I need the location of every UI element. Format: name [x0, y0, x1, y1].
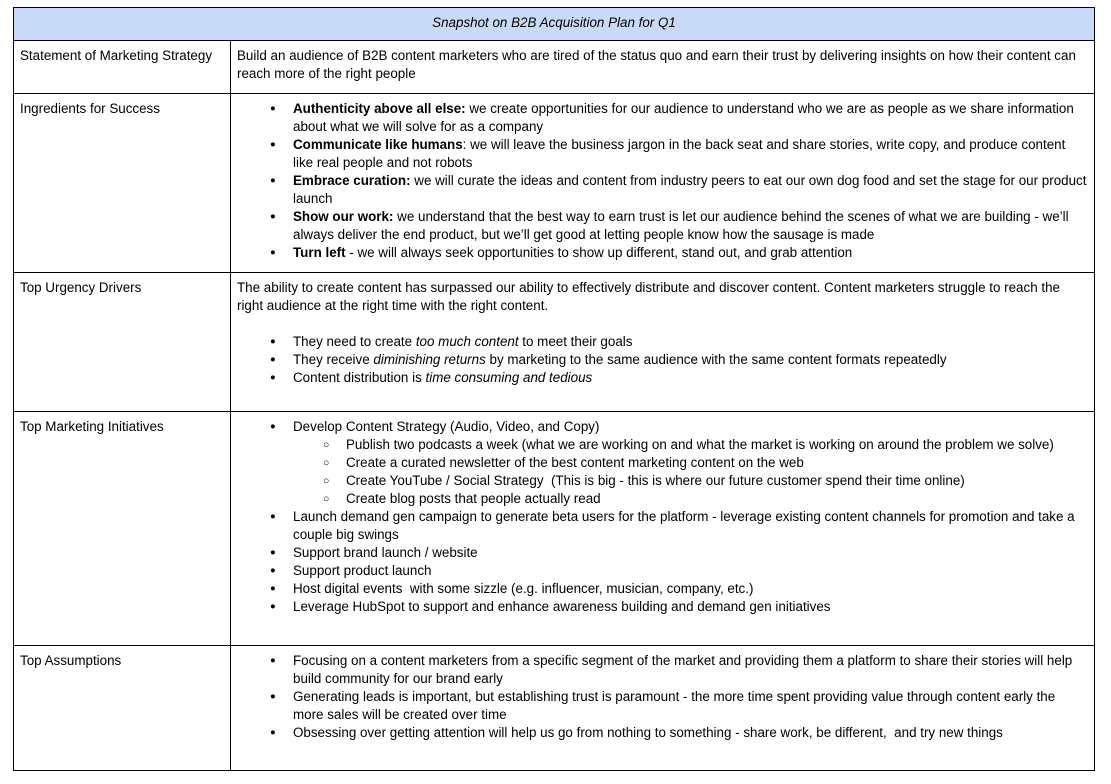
- text-segment: Create blog posts that people actually read: [346, 491, 601, 506]
- text-segment: The ability to create content has surpassed our ability to effectively distribute and discover content. Content marketers struggle to reach the right audience at the right time with the right content.: [237, 280, 1060, 313]
- bold-text-segment: Authenticity above all else:: [293, 101, 466, 116]
- bullet-item: [293, 351, 1088, 369]
- sub-bullet-item: [346, 454, 1088, 472]
- bold-text-segment: Communicate like humans: [293, 137, 463, 152]
- row-label: Top Marketing Initiatives: [14, 412, 231, 646]
- bullet-item: [293, 598, 1088, 616]
- bullet-item: [293, 208, 1088, 244]
- bullet-item: [293, 562, 1088, 580]
- text-segment: They need to create: [293, 334, 416, 349]
- text-segment: Support brand launch / website: [293, 545, 478, 560]
- bold-text-segment: Turn left: [293, 245, 346, 260]
- acquisition-plan-table: [13, 7, 1095, 771]
- table-row: [14, 646, 1095, 771]
- bold-text-segment: Show our work:: [293, 209, 394, 224]
- text-segment: we understand that the best way to earn trust is let our audience behind the scenes of what we are building - we’ll always deliver the end product, but we’ll get good at letting people know how the sausage is made: [293, 209, 1069, 242]
- italic-text-segment: time consuming and tedious: [425, 370, 593, 385]
- text-segment: Develop Content Strategy (Audio, Video, and Copy): [293, 419, 600, 434]
- text-segment: Create YouTube / Social Strategy (This is big - this is where our future customer spend their time online): [346, 473, 965, 488]
- bullet-item: [293, 688, 1088, 724]
- bullet-item: [293, 724, 1088, 742]
- table-row: [14, 273, 1095, 412]
- bullet-item: [293, 100, 1088, 136]
- text-segment: They receive: [293, 352, 374, 367]
- bullet-item: [293, 369, 1088, 387]
- italic-text-segment: diminishing returns: [373, 352, 486, 367]
- table-row: [14, 94, 1095, 273]
- row-label: Top Urgency Drivers: [14, 273, 231, 412]
- sub-bullet-item: [346, 436, 1088, 454]
- row-content: [231, 412, 1095, 646]
- text-segment: - we will always seek opportunities to show up different, stand out, and grab attention: [345, 245, 853, 260]
- sub-bullet-list: [293, 436, 1088, 508]
- table-row: [14, 41, 1095, 94]
- row-label: Statement of Marketing Strategy: [14, 41, 231, 94]
- text-segment: : we will leave the business jargon in the back seat and share stories, write copy, and produce content like real people and not robots: [293, 137, 1066, 170]
- plan-table-body: [14, 8, 1095, 771]
- text-segment: to meet their goals: [518, 334, 633, 349]
- text-segment: Build an audience of B2B content marketers who are tired of the status quo and earn their trust by delivering insights on how their content can reach more of the right people: [237, 48, 1076, 81]
- text-segment: Generating leads is important, but establishing trust is paramount - the more time spent providing value through content early the more sales will be created over time: [293, 689, 1056, 722]
- bullet-list: [237, 652, 1088, 742]
- row-content: [231, 94, 1095, 273]
- table-row: [14, 412, 1095, 646]
- bullet-item: [293, 544, 1088, 562]
- sub-bullet-item: [346, 472, 1088, 490]
- bullet-item: [293, 580, 1088, 598]
- text-segment: Obsessing over getting attention will help us go from nothing to something - share work, be different, and try new things: [293, 725, 1003, 740]
- text-segment: Leverage HubSpot to support and enhance awareness building and demand gen initiatives: [293, 599, 831, 614]
- text-segment: Host digital events with some sizzle (e.g. influencer, musician, company, etc.): [293, 581, 754, 596]
- row-label: Ingredients for Success: [14, 94, 231, 273]
- table-title: Snapshot on B2B Acquisition Plan for Q1: [14, 8, 1095, 41]
- bullet-item: [293, 333, 1088, 351]
- bullet-list: [237, 418, 1088, 616]
- row-content: [231, 41, 1095, 94]
- text-segment: Publish two podcasts a week (what we are working on and what the market is working on around the problem we solve): [346, 437, 1054, 452]
- text-segment: Create a curated newsletter of the best content marketing content on the web: [346, 455, 804, 470]
- text-segment: Focusing on a content marketers from a specific segment of the market and providing them a platform to share their stories will help build community for our brand early: [293, 653, 1073, 686]
- italic-text-segment: too much content: [415, 334, 519, 349]
- text-segment: we will curate the ideas and content from industry peers to eat our own dog food and set the stage for our product launch: [293, 173, 1087, 206]
- text-segment: by marketing to the same audience with the same content formats repeatedly: [485, 352, 947, 367]
- bullet-item: [293, 244, 1088, 262]
- bullet-item: [293, 418, 1088, 508]
- bullet-list: [237, 100, 1088, 262]
- text-segment: we create opportunities for our audience to understand who we are as people as we share information about what we will solve for as a company: [293, 101, 1074, 134]
- text-segment: Support product launch: [293, 563, 432, 578]
- bold-text-segment: Embrace curation:: [293, 173, 411, 188]
- bullet-item: [293, 136, 1088, 172]
- content-paragraph: [237, 279, 1088, 315]
- row-content: [231, 646, 1095, 771]
- bullet-item: [293, 652, 1088, 688]
- row-content: [231, 273, 1095, 412]
- bullet-item: [293, 172, 1088, 208]
- table-header-row: [14, 8, 1095, 41]
- text-segment: Launch demand gen campaign to generate beta users for the platform - leverage existing content channels for promotion and take a couple big swings: [293, 509, 1075, 542]
- bullet-list: [237, 333, 1088, 387]
- text-segment: Content distribution is: [293, 370, 426, 385]
- sub-bullet-item: [346, 490, 1088, 508]
- row-label: Top Assumptions: [14, 646, 231, 771]
- bullet-item: [293, 508, 1088, 544]
- content-paragraph: [237, 47, 1088, 83]
